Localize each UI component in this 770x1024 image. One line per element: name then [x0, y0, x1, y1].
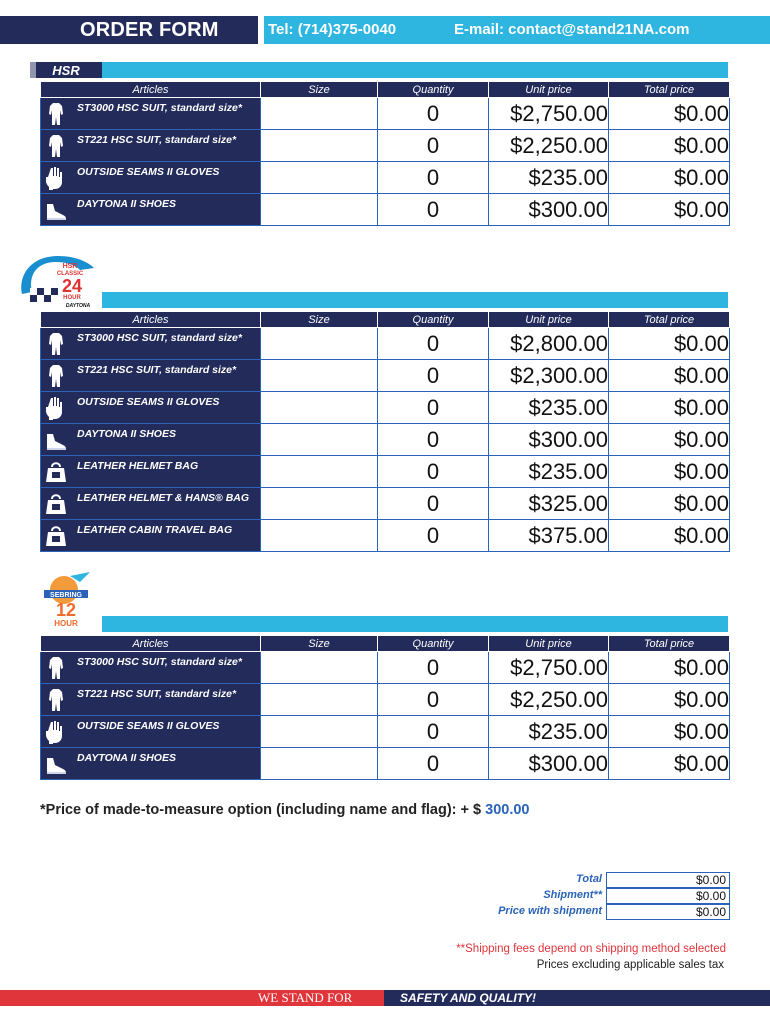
- classic-24-logo-line-4: HOUR: [63, 295, 81, 301]
- summary-total-label: Total: [576, 873, 602, 885]
- table-row: [41, 162, 730, 194]
- summary-total-row: [470, 872, 730, 888]
- unit-price-cell: $235.00: [489, 162, 609, 194]
- sebring-logo: [40, 570, 100, 632]
- made-to-measure-text: *Price of made-to-measure option (including name and flag): + $: [40, 802, 486, 818]
- article-name: DAYTONA II SHOES: [77, 752, 176, 764]
- order-table: [40, 311, 730, 552]
- quantity-field[interactable]: 0: [378, 748, 489, 780]
- quantity-field[interactable]: 0: [378, 684, 489, 716]
- size-field[interactable]: [261, 392, 378, 424]
- article-name: ST221 HSC SUIT, standard size*: [77, 364, 237, 376]
- section-bar: [102, 292, 728, 308]
- size-field[interactable]: [261, 424, 378, 456]
- table-row: [41, 392, 730, 424]
- article-cell: [41, 392, 261, 424]
- total-price-cell: $0.00: [609, 488, 730, 520]
- sebring-logo-line-1: SEBRING: [50, 592, 82, 599]
- section-bar: [102, 616, 728, 632]
- table-row: [41, 652, 730, 684]
- unit-price-cell: $2,750.00: [489, 98, 609, 130]
- size-header: Size: [261, 636, 378, 652]
- table-row: [41, 98, 730, 130]
- article-name: DAYTONA II SHOES: [77, 198, 176, 210]
- footer-banner: [0, 990, 770, 1006]
- summary-total-field[interactable]: $0.00: [606, 872, 730, 888]
- size-field[interactable]: [261, 162, 378, 194]
- article-cell: [41, 162, 261, 194]
- unit-price-cell: $2,250.00: [489, 684, 609, 716]
- classic-24-logo-line-1: HSR: [62, 263, 78, 270]
- unit-price-cell: $2,250.00: [489, 130, 609, 162]
- footer-left-block: [0, 990, 384, 1006]
- table-row: [41, 456, 730, 488]
- size-field[interactable]: [261, 328, 378, 360]
- classic-24-logo: [18, 254, 104, 310]
- table-header-row: [41, 82, 730, 98]
- article-cell: [41, 684, 261, 716]
- article-cell: [41, 424, 261, 456]
- article-name: ST3000 HSC SUIT, standard size*: [77, 656, 242, 668]
- articles-header: Articles: [41, 636, 261, 652]
- total-price-cell: $0.00: [609, 328, 730, 360]
- size-field[interactable]: [261, 98, 378, 130]
- total-price-cell: $0.00: [609, 194, 730, 226]
- made-to-measure-amount: 300.00: [485, 802, 530, 818]
- quantity-field[interactable]: 0: [378, 652, 489, 684]
- size-field[interactable]: [261, 130, 378, 162]
- quantity-field[interactable]: 0: [378, 424, 489, 456]
- total-price-header: Total price: [609, 82, 730, 98]
- quantity-header: Quantity: [378, 636, 489, 652]
- suit-icon: [45, 332, 67, 356]
- article-name: ST221 HSC SUIT, standard size*: [77, 134, 237, 146]
- total-price-cell: $0.00: [609, 360, 730, 392]
- article-name: OUTSIDE SEAMS II GLOVES: [77, 166, 220, 178]
- article-cell: [41, 98, 261, 130]
- article-cell: [41, 456, 261, 488]
- size-field[interactable]: [261, 360, 378, 392]
- article-name: LEATHER HELMET BAG: [77, 460, 199, 472]
- quantity-field[interactable]: 0: [378, 130, 489, 162]
- table-row: [41, 130, 730, 162]
- table-row: [41, 424, 730, 456]
- table-row: [41, 684, 730, 716]
- sebring-logo-line-3: HOUR: [54, 619, 78, 628]
- unit-price-cell: $2,300.00: [489, 360, 609, 392]
- quantity-header: Quantity: [378, 312, 489, 328]
- summary-with-shipment-field[interactable]: $0.00: [606, 904, 730, 920]
- articles-header: Articles: [41, 82, 261, 98]
- summary-with-shipment-row: [470, 904, 730, 920]
- size-field[interactable]: [261, 748, 378, 780]
- quantity-header: Quantity: [378, 82, 489, 98]
- order-table: [40, 81, 730, 226]
- header-title-block: [0, 16, 258, 44]
- total-price-cell: $0.00: [609, 424, 730, 456]
- size-header: Size: [261, 312, 378, 328]
- article-cell: [41, 488, 261, 520]
- total-price-cell: $0.00: [609, 98, 730, 130]
- shoe-icon: [45, 428, 67, 452]
- summary-shipment-row: [470, 888, 730, 904]
- bag-icon: [45, 460, 67, 484]
- shoe-icon: [45, 198, 67, 222]
- footer-right-text: SAFETY AND QUALITY!: [400, 991, 537, 1005]
- glove-icon: [45, 720, 67, 744]
- total-price-header: Total price: [609, 636, 730, 652]
- section-bar: [102, 62, 728, 78]
- table-row: [41, 748, 730, 780]
- shipping-note: **Shipping fees depend on shipping method selected: [456, 943, 726, 955]
- article-name: OUTSIDE SEAMS II GLOVES: [77, 396, 220, 408]
- quantity-field[interactable]: 0: [378, 360, 489, 392]
- quantity-field[interactable]: 0: [378, 520, 489, 552]
- size-field[interactable]: [261, 456, 378, 488]
- footer-left-text: WE STAND FOR: [258, 990, 353, 1005]
- unit-price-cell: $235.00: [489, 456, 609, 488]
- glove-icon: [45, 166, 67, 190]
- article-cell: [41, 194, 261, 226]
- article-cell: [41, 130, 261, 162]
- unit-price-cell: $300.00: [489, 424, 609, 456]
- table-row: [41, 194, 730, 226]
- article-cell: [41, 520, 261, 552]
- summary-shipment-label: Shipment**: [543, 889, 602, 901]
- table-row: [41, 488, 730, 520]
- total-price-cell: $0.00: [609, 130, 730, 162]
- unit-price-header: Unit price: [489, 636, 609, 652]
- classic-24-logo-line-3: 24: [61, 276, 83, 296]
- total-price-cell: $0.00: [609, 456, 730, 488]
- total-price-cell: $0.00: [609, 716, 730, 748]
- total-price-cell: $0.00: [609, 162, 730, 194]
- article-name: ST3000 HSC SUIT, standard size*: [77, 102, 242, 114]
- quantity-field[interactable]: 0: [378, 392, 489, 424]
- article-cell: [41, 748, 261, 780]
- size-field[interactable]: [261, 652, 378, 684]
- total-price-cell: $0.00: [609, 520, 730, 552]
- total-price-cell: $0.00: [609, 392, 730, 424]
- article-name: ST3000 HSC SUIT, standard size*: [77, 332, 242, 344]
- order-table: [40, 635, 730, 780]
- article-cell: [41, 360, 261, 392]
- table-row: [41, 360, 730, 392]
- unit-price-cell: $235.00: [489, 716, 609, 748]
- classic-24-logo-line-5: DAYTONA: [65, 303, 91, 309]
- size-header: Size: [261, 82, 378, 98]
- article-cell: [41, 716, 261, 748]
- table-row: [41, 716, 730, 748]
- total-price-cell: $0.00: [609, 684, 730, 716]
- suit-icon: [45, 688, 67, 712]
- shoe-icon: [45, 752, 67, 776]
- phone-number: Tel: (714)375-0040: [268, 21, 397, 38]
- size-field[interactable]: [261, 194, 378, 226]
- header-contact-block: [264, 16, 770, 44]
- hsr-logo: [30, 62, 102, 78]
- classic-24-logo-line-2: CLASSIC: [56, 271, 84, 277]
- email-address: E-mail: contact@stand21NA.com: [454, 21, 690, 38]
- quantity-field[interactable]: 0: [378, 162, 489, 194]
- unit-price-cell: $300.00: [489, 748, 609, 780]
- table-row: [41, 328, 730, 360]
- glove-icon: [45, 396, 67, 420]
- tax-note: Prices excluding applicable sales tax: [536, 959, 724, 971]
- quantity-field[interactable]: 0: [378, 456, 489, 488]
- unit-price-cell: $375.00: [489, 520, 609, 552]
- bag-icon: [45, 492, 67, 516]
- total-price-header: Total price: [609, 312, 730, 328]
- summary-with-shipment-label: Price with shipment: [498, 905, 602, 917]
- suit-icon: [45, 656, 67, 680]
- quantity-field[interactable]: 0: [378, 328, 489, 360]
- footer-right-block: [384, 990, 770, 1006]
- size-field[interactable]: [261, 684, 378, 716]
- unit-price-cell: $300.00: [489, 194, 609, 226]
- unit-price-header: Unit price: [489, 312, 609, 328]
- size-field[interactable]: [261, 716, 378, 748]
- article-name: LEATHER CABIN TRAVEL BAG: [77, 524, 233, 536]
- articles-header: Articles: [41, 312, 261, 328]
- made-to-measure-note: [40, 802, 530, 818]
- quantity-field[interactable]: 0: [378, 194, 489, 226]
- unit-price-cell: $325.00: [489, 488, 609, 520]
- quantity-field[interactable]: 0: [378, 488, 489, 520]
- unit-price-header: Unit price: [489, 82, 609, 98]
- article-name: OUTSIDE SEAMS II GLOVES: [77, 720, 220, 732]
- sebring-logo-line-2: 12: [55, 600, 77, 620]
- article-name: LEATHER HELMET & HANS® BAG: [77, 492, 250, 504]
- table-header-row: [41, 312, 730, 328]
- article-name: DAYTONA II SHOES: [77, 428, 176, 440]
- hsr-logo-text: HSR: [52, 63, 80, 78]
- table-header-row: [41, 636, 730, 652]
- quantity-field[interactable]: 0: [378, 716, 489, 748]
- bag-icon: [45, 524, 67, 548]
- size-field[interactable]: [261, 520, 378, 552]
- summary-shipment-field[interactable]: $0.00: [606, 888, 730, 904]
- order-summary: [470, 872, 730, 920]
- total-price-cell: $0.00: [609, 652, 730, 684]
- article-cell: [41, 652, 261, 684]
- header: [0, 16, 770, 44]
- page-title: ORDER FORM: [80, 19, 219, 41]
- quantity-field[interactable]: 0: [378, 98, 489, 130]
- unit-price-cell: $235.00: [489, 392, 609, 424]
- article-cell: [41, 328, 261, 360]
- table-row: [41, 520, 730, 552]
- suit-icon: [45, 134, 67, 158]
- unit-price-cell: $2,800.00: [489, 328, 609, 360]
- size-field[interactable]: [261, 488, 378, 520]
- article-name: ST221 HSC SUIT, standard size*: [77, 688, 237, 700]
- suit-icon: [45, 102, 67, 126]
- unit-price-cell: $2,750.00: [489, 652, 609, 684]
- total-price-cell: $0.00: [609, 748, 730, 780]
- suit-icon: [45, 364, 67, 388]
